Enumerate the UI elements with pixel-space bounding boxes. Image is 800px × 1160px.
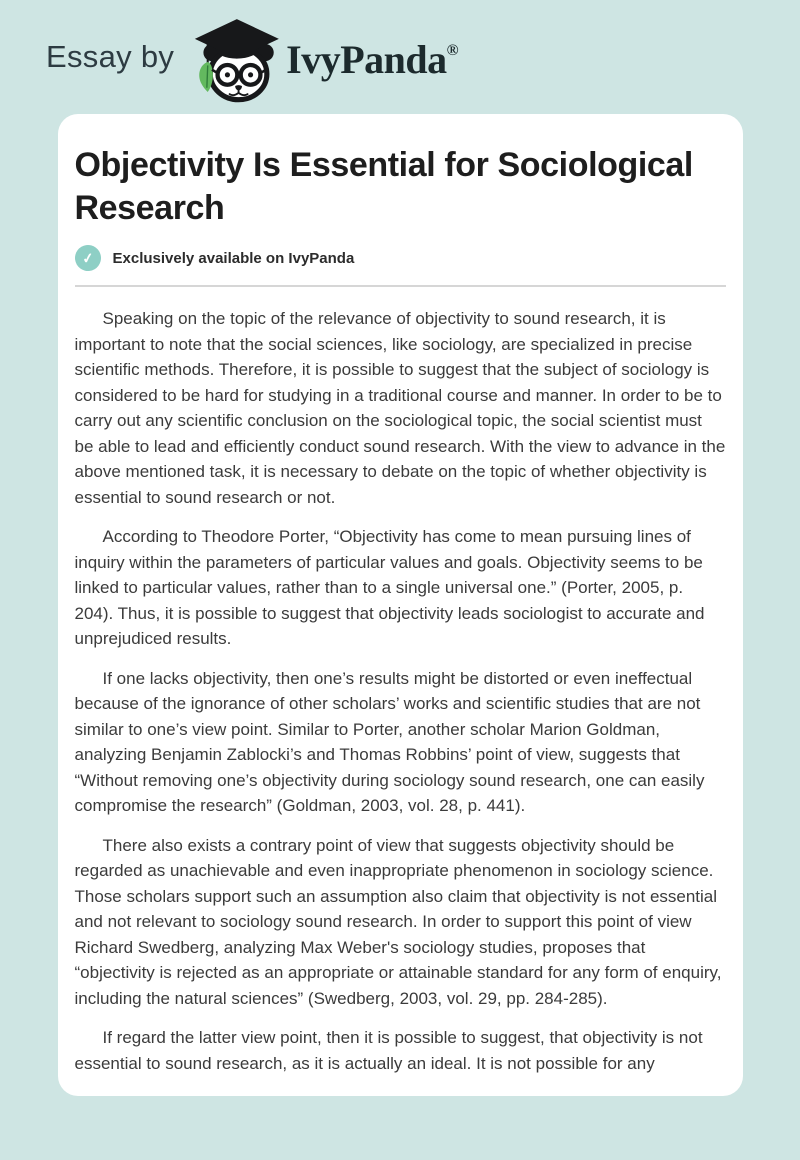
check-icon: ✓: [73, 243, 102, 272]
exclusive-badge-row: [75, 245, 726, 271]
essay-by-text: Essay by: [46, 39, 175, 74]
divider: [75, 285, 726, 287]
essay-paragraph-1: Speaking on the topic of the relevance of objectivity to sound research, it is important to note that the social sciences, like sociology, are specialized in precise scientific methods. Therefore, it is possible to suggest that the subject of sociology is considered to be hard for studying in a traditional course and manner. In order to be to carry out any scientific conclusion on the sociological topic, the social scientist must be able to lead and efficiently conduct sound research. With the view to advance in the above mentioned task, it is necessary to debate on the topic of whether objectivity is essential to sound research or not.: [74, 309, 726, 507]
essay-paragraph-2: According to Theodore Porter, “Objectivity has come to mean pursuing lines of inquiry within the parameters of particular values and goals. Objectivity seems to be linked to particular values, rather than to a single universal one.” (Porter, 2005, p. 204). Thus, it is possible to suggest that objectivity leads sociologist to accurate and unprejudiced results.: [74, 527, 705, 648]
essay-body: [75, 306, 726, 1076]
site-header: [0, 0, 800, 94]
exclusive-label: Exclusively available on IvyPanda: [112, 249, 355, 267]
registered-mark: ®: [446, 42, 459, 59]
brand-name: IvyPanda: [286, 37, 447, 82]
essay-paragraph-4: There also exists a contrary point of view that suggests objectivity should be regarded as unachievable and even inappropriate phenomenon in sociology science. Those scholars support such an assumption also claim that objectivity is not essential and not relevant to sociology sound research. In order to support this point of view Richard Swedberg, analyzing Max Weber's sociology studies, proposes that “objectivity is rejected as an appropriate or attainable standard for any form of enquiry, including the natural sciences” (Swedberg, 2003, vol. 29, pp. 284-285).: [74, 835, 722, 1008]
ivypanda-logo[interactable]: [188, 6, 458, 108]
essay-paragraph-5: If regard the latter view point, then it is possible to suggest, that objectivity is not essential to sound research, as it is actually an ideal. It is not possible for any: [74, 1028, 703, 1073]
brand-wordmark: [286, 37, 459, 82]
panda-graduate-icon: [188, 16, 284, 108]
essay-card: [58, 114, 743, 1096]
essay-paragraph-3: If one lacks objectivity, then one’s results might be distorted or even ineffectual because of the ignorance of other scholars’ works and scientific studies that are not similar to one’s view point. Similar to Porter, another scholar Marion Goldman, analyzing Benjamin Zablocki’s and Thomas Robbins’ point of view, suggests that “Without removing one’s objectivity during sociology sound research, one can easily compromise the research” (Goldman, 2003, vol. 28, p. 441).: [74, 668, 705, 815]
essay-title: Objectivity Is Essential for Sociological Research: [74, 146, 693, 227]
